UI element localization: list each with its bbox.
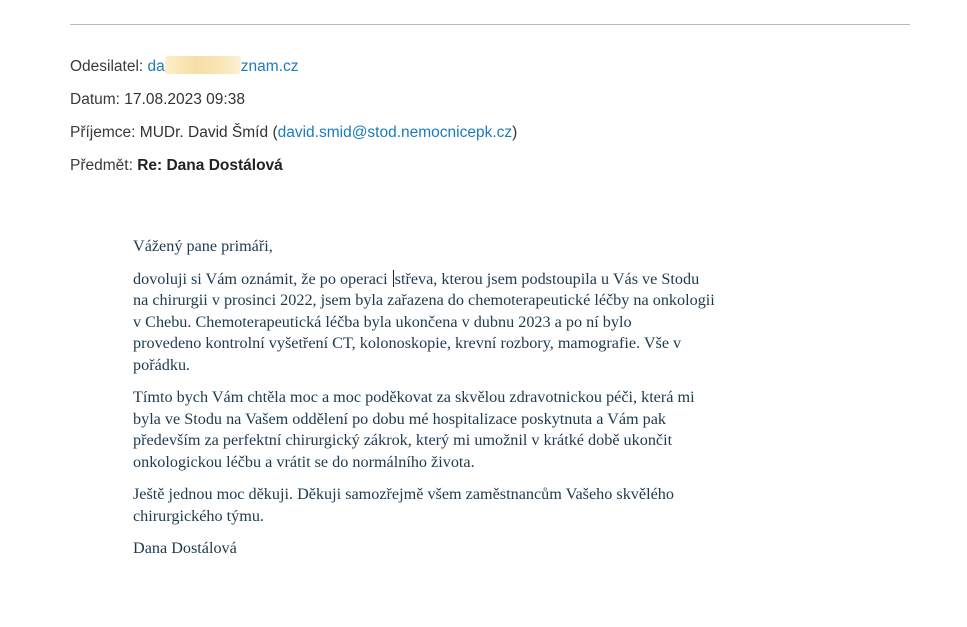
date-label: Datum:: [70, 91, 120, 108]
date-row: [70, 89, 517, 122]
recipient-open-paren: (: [272, 124, 278, 141]
redacted-area: [165, 56, 241, 74]
paragraph-1: [133, 269, 893, 377]
recipient-name: MUDr. David Šmíd: [139, 124, 269, 141]
greeting: Vážený pane primáři,: [133, 237, 273, 255]
date-value: 17.08.2023 09:38: [124, 91, 245, 108]
sender-email-start: da: [147, 58, 165, 75]
subject-value: Re: Dana Dostálová: [137, 157, 283, 174]
recipient-label: Příjemce:: [70, 124, 136, 141]
sender-email-link[interactable]: [148, 58, 299, 75]
paragraph-2: Tímto bych Vám chtěla moc a moc poděkovat za skvělou zdravotnickou péči, která mi byla ve Stodu na Vašem oddělení po dobu mé hospitalizace poskytnuta a Vám pak především za perfektní chirurgický zákrok, který mi umožnil v krátké době ukončit onkologickou léčbu a vrátit se do normálního života.: [133, 388, 695, 471]
recipient-close-paren: ): [512, 124, 518, 141]
recipient-row: [70, 122, 517, 155]
sender-email-end: znam.cz: [240, 58, 299, 75]
signature: Dana Dostálová: [133, 539, 237, 557]
sender-label: Odesilatel:: [70, 58, 144, 75]
sender-row: [70, 56, 517, 89]
text-cursor: [393, 270, 394, 287]
subject-label: Předmět:: [70, 157, 133, 174]
email-header: [70, 56, 517, 188]
recipient-email-link[interactable]: david.smid@stod.nemocnicepk.cz: [277, 124, 513, 141]
email-body[interactable]: [133, 236, 893, 571]
paragraph-3: Ještě jednou moc děkuji. Děkuji samozřejmě všem zaměstnancům Vašeho skvělého chirurgického týmu.: [133, 485, 674, 525]
subject-row: [70, 155, 517, 188]
header-divider: [70, 24, 910, 25]
paragraph-1-start: dovoluji si Vám oznámit, že po operaci: [133, 269, 392, 288]
paragraph-1-rest: střeva, kterou jsem podstoupila u Vás ve Stodu na chirurgii v prosinci 2022, jsem byla zařazena do chemoterapeutické léčby na onkologii v Chebu. Chemoterapeutická léčba byla ukončena v dubnu 2023 a po ní bylo provedeno kontrolní vyšetření CT, kolonoskopie, krevní rozbory, mamografie. Vše v pořádku.: [133, 269, 715, 374]
